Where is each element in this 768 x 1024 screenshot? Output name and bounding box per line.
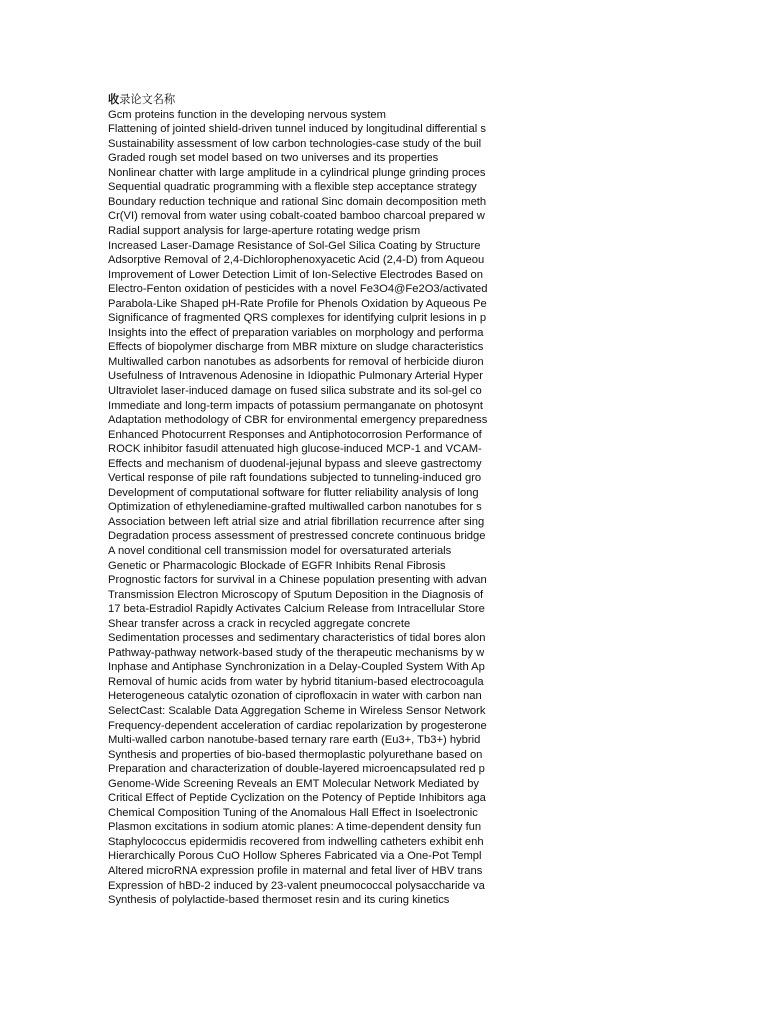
paper-title: Genome-Wide Screening Reveals an EMT Molecular Network Mediated by [108,777,480,790]
paper-title: Enhanced Photocurrent Responses and Antiphotocorrosion Performance of [108,428,482,441]
paper-title: Immediate and long-term impacts of potassium permanganate on photosynt [108,399,483,412]
paper-title: Synthesis and properties of bio-based thermoplastic polyurethane based on [108,748,483,761]
paper-title: Removal of humic acids from water by hybrid titanium-based electrocoagula [108,675,484,688]
paper-title: Chemical Composition Tuning of the Anomalous Hall Effect in Isoelectronic [108,806,478,819]
paper-title: Flattening of jointed shield-driven tunnel induced by longitudinal differential s [108,123,486,136]
paper-title: Plasmon excitations in sodium atomic planes: A time-dependent density fun [108,821,482,834]
paper-title: Cr(VI) removal from water using cobalt-coated bamboo charcoal prepared w [108,210,485,223]
paper-title: Insights into the effect of preparation variables on morphology and performa [108,326,484,339]
paper-title: Sustainability assessment of low carbon technologies-case study of the buil [108,137,482,150]
paper-title: Adaptation methodology of CBR for environmental emergency preparedness [108,414,488,427]
paper-title: Expression of hBD-2 induced by 23-valent pneumococcal polysaccharide va [108,879,485,892]
paper-title: Parabola-Like Shaped pH-Rate Profile for Phenols Oxidation by Aqueous Pe [108,297,487,310]
paper-title: Prognostic factors for survival in a Chinese population presenting with advan [108,574,487,587]
paper-title: Degradation process assessment of prestressed concrete continuous bridge [108,530,486,543]
paper-title: Inphase and Antiphase Synchronization in a Delay-Coupled System With Ap [108,661,485,674]
paper-title: Multi-walled carbon nanotube-based ternary rare earth (Eu3+, Tb3+) hybrid [108,734,481,747]
paper-title: Preparation and characterization of double-layered microencapsulated red p [108,763,485,776]
paper-title: Nonlinear chatter with large amplitude in a cylindrical plunge grinding proces [108,166,486,179]
paper-title: Usefulness of Intravenous Adenosine in Idiopathic Pulmonary Arterial Hyper [108,370,483,383]
paper-title: Synthesis of polylactide-based thermoset resin and its curing kinetics [108,894,450,907]
paper-title: Boundary reduction technique and rational Sinc domain decomposition meth [108,195,487,208]
paper-title: 17 beta-Estradiol Rapidly Activates Calcium Release from Intracellular Store [108,603,485,616]
paper-title: Altered microRNA expression profile in maternal and fetal liver of HBV trans [108,865,483,878]
paper-title: Ultraviolet laser-induced damage on fused silica substrate and its sol-gel co [108,384,482,397]
paper-title: Electro-Fenton oxidation of pesticides with a novel Fe3O4@Fe2O3/activated [108,283,488,296]
heading-first-char: 收 [108,93,120,106]
paper-title: Graded rough set model based on two universes and its properties [108,152,439,165]
paper-title: Radial support analysis for large-aperture rotating wedge prism [108,224,421,237]
paper-title: Development of computational software for flutter reliability analysis of long [108,486,479,499]
paper-title: SelectCast: Scalable Data Aggregation Scheme in Wireless Sensor Network [108,705,486,718]
paper-title: Significance of fragmented QRS complexes for identifying culprit lesions in p [108,312,487,325]
paper-title: Heterogeneous catalytic ozonation of ciprofloxacin in water with carbon nan [108,690,482,703]
paper-title: ROCK inhibitor fasudil attenuated high glucose-induced MCP-1 and VCAM- [108,443,482,456]
paper-title: Optimization of ethylenediamine-grafted multiwalled carbon nanotubes for s [108,501,482,514]
paper-title: A novel conditional cell transmission model for oversaturated arterials [108,545,452,557]
paper-title: Pathway-pathway network-based study of the therapeutic mechanisms by w [108,646,485,659]
paper-title: Frequency-dependent acceleration of cardiac repolarization by progesterone [108,719,487,732]
paper-title: Vertical response of pile raft foundations subjected to tunneling-induced gro [108,472,482,485]
paper-title: Effects and mechanism of duodenal-jejunal bypass and sleeve gastrectomy [108,457,482,470]
paper-title: Effects of biopolymer discharge from MBR mixture on sludge characteristics [108,341,484,354]
paper-title: Sedimentation processes and sedimentary characteristics of tidal bores alon [108,632,486,645]
paper-title: Multiwalled carbon nanotubes as adsorbents for removal of herbicide diuron [108,355,484,368]
paper-title: Improvement of Lower Detection Limit of Ion-Selective Electrodes Based on [108,268,483,281]
paper-title: Genetic or Pharmacologic Blockade of EGFR Inhibits Renal Fibrosis [108,559,446,572]
heading-rest: 录论文名称 [119,93,176,106]
paper-title: Gcm proteins function in the developing nervous system [108,108,386,121]
paper-title: Association between left atrial size and atrial fibrillation recurrence after sing [108,515,485,528]
paper-title: Hierarchically Porous CuO Hollow Spheres Fabricated via a One-Pot Templ [108,850,482,863]
paper-title: Critical Effect of Peptide Cyclization on the Potency of Peptide Inhibitors aga [108,792,486,805]
paper-title-list [108,108,491,908]
paper-title: Adsorptive Removal of 2,4-Dichlorophenoxyacetic Acid (2,4-D) from Aqueou [108,254,485,267]
paper-title: Increased Laser-Damage Resistance of Sol-Gel Silica Coating by Structure [108,239,481,252]
document-page [108,93,491,908]
paper-title: Staphylococcus epidermidis recovered from indwelling catheters exhibit enh [108,835,484,848]
document-heading [108,93,491,108]
paper-title: Transmission Electron Microscopy of Sputum Deposition in the Diagnosis of [108,588,484,601]
paper-title: Sequential quadratic programming with a flexible step acceptance strategy [108,181,477,194]
paper-title: Shear transfer across a crack in recycled aggregate concrete [108,617,411,630]
